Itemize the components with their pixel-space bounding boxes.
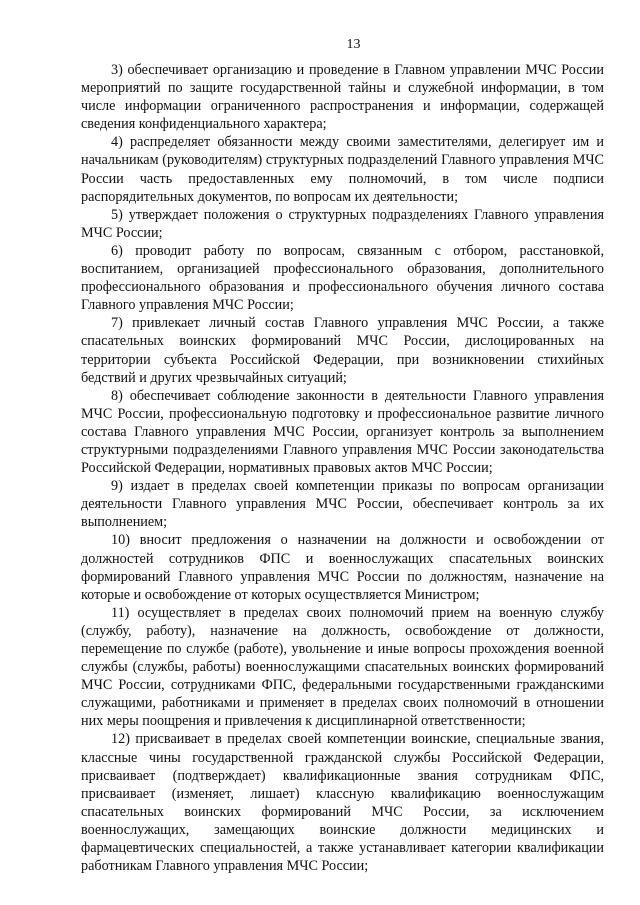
paragraph-item-11: 11) осуществляет в пределах своих полномочий прием на военную службу (службу, работу), назначение на должность, освобождение от должности, перемещение по службе (работе), увольнение и иные вопросы прохождения военной службы (службы, работы) военнослужащими спасательных воинских формирований МЧС России, сотрудниками ФПС, федеральными государственными гражданскими служащими, работниками и применяет в пределах своих полномочий в отношении них меры поощрения и привлечения к дисциплинарной ответственности; <box>81 604 604 730</box>
paragraph-item-12: 12) присваивает в пределах своей компетенции воинские, специальные звания, классные чины государственной гражданской службы Российской Федерации, присваивает (подтверждает) квалификационные звания сотрудникам ФПС, присваивает (изменяет, лишает) классную квалификацию военнослужащим спасательных воинских формирований МЧС России, за исключением военнослужащих, замещающих воинские должности медицинских и фармацевтических специальностей, а также устанавливает категории квалификации работникам Главного управления МЧС России; <box>81 731 604 875</box>
page-number: 13 <box>346 37 361 52</box>
paragraph-item-9: 9) издает в пределах своей компетенции приказы по вопросам организации деятельности Главного управления МЧС России, обеспечивает контроль за их выполнением; <box>81 478 604 531</box>
paragraph-item-10: 10) вносит предложения о назначении на должности и освобождении от должностей сотрудников ФПС и военнослужащих спасательных воинских формирований Главного управления МЧС России по должностям, назначение на которые и освобождение от которых осуществляется Министром; <box>81 532 604 603</box>
paragraph-item-7: 7) привлекает личный состав Главного управления МЧС России, а также спасательных воинских формирований МЧС России, дислоцированных на территории субъекта Российской Федерации, при возникновении стихийных бедствий и других чрезвычайных ситуаций; <box>81 315 604 386</box>
paragraph-item-3: 3) обеспечивает организацию и проведение в Главном управлении МЧС России мероприятий по защите государственной тайны и служебной информации, в том числе информации ограниченного распространения и информации, содержащей сведения конфиденциального характера; <box>81 62 604 133</box>
paragraph-item-8: 8) обеспечивает соблюдение законности в деятельности Главного управления МЧС России, профессиональную подготовку и профессиональное развитие личного состава Главного управления МЧС России, организует контроль за выполнением структурными подразделениями Главного управления МЧС России законодательства Российской Федерации, нормативных правовых актов МЧС России; <box>81 387 604 477</box>
paragraph-item-5: 5) утверждает положения о структурных подразделениях Главного управления МЧС России; <box>81 206 604 241</box>
paragraph-item-6: 6) проводит работу по вопросам, связанным с отбором, расстановкой, воспитанием, организацией профессионального образования, дополнительного профессионального образования и профессионального обучения личного состава Главного управления МЧС России; <box>81 242 604 314</box>
paragraph-item-4: 4) распределяет обязанности между своими заместителями, делегирует им и начальникам (руководителям) структурных подразделений Главного управления МЧС России часть предоставленных ему полномочий, в том числе подписи распорядительных документов, по вопросам их деятельности; <box>81 134 604 205</box>
